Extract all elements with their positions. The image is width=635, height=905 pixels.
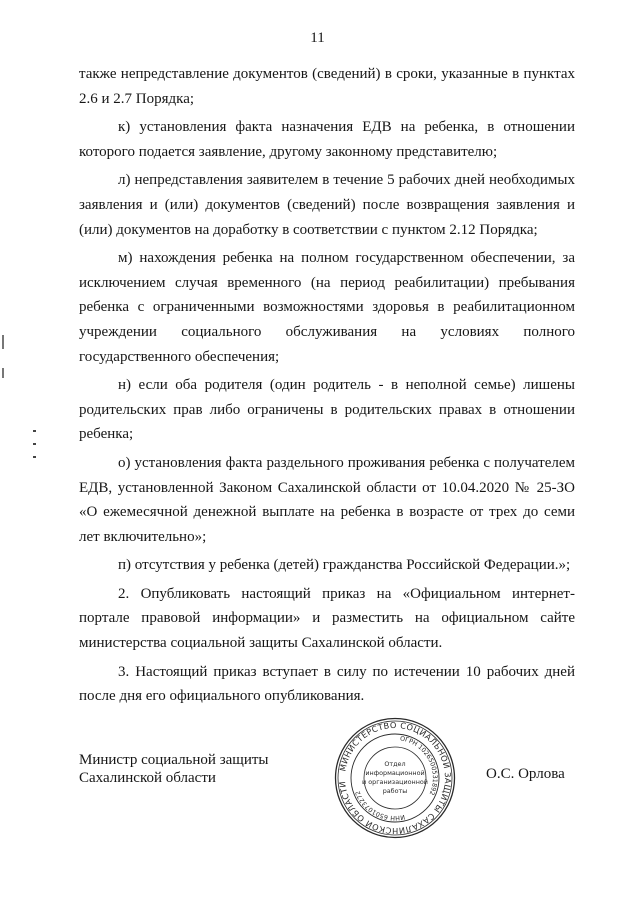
margin-dot	[33, 443, 36, 445]
margin-marks	[33, 430, 36, 469]
seal-ogrn: ОГРН 1026500531892	[399, 735, 439, 797]
seal-inn: ИНН 6501073272	[354, 789, 406, 822]
scan-edge-mark	[2, 335, 4, 349]
paragraph-k: к) установления факта назначения ЕДВ на ребенка, в отношении которого подается заявление, другому законному представителю;	[79, 119, 575, 160]
signatory-position-line2: Сахалинской области	[79, 770, 216, 786]
margin-dot	[33, 430, 36, 432]
paragraph-continuation: также непредставление документов (сведений) в сроки, указанные в пунктах 2.6 и 2.7 Порядка;	[79, 66, 575, 107]
seal-outer-text: МИНИСТЕРСТВО СОЦИАЛЬНОЙ ЗАЩИТЫ САХАЛИНСКОЙ ОБЛАСТИ	[337, 719, 454, 837]
signature-block	[79, 751, 269, 787]
seal-center-line2: информационной	[365, 769, 425, 777]
seal-center-line4: работы	[382, 787, 408, 795]
paragraph-m: м) нахождения ребенка на полном государственном обеспечении, за исключением случая временного (на период реабилитации) пребывания ребенка с ограниченными возможностями здоровья в реабилитационном учреждении социального обслуживания на условиях полного государственного обеспечения;	[79, 250, 575, 365]
margin-dot	[33, 456, 36, 458]
paragraph-o: о) установления факта раздельного проживания ребенка с получателем ЕДВ, установленной Законом Сахалинской области от 10.04.2020 № 25-ЗО «О ежемесячной денежной выплате на ребенка в возрасте от трех до семи лет включительно»;	[79, 454, 575, 545]
paragraph-p: п) отсутствия у ребенка (детей) гражданства Российской Федерации.»;	[118, 557, 571, 574]
seal-center-line1: Отдел	[384, 760, 406, 768]
signatory-name: О.С. Орлова	[486, 766, 565, 782]
signatory-position-line1: Министр социальной защиты	[79, 752, 269, 768]
document-body	[79, 62, 575, 713]
paragraph-item-2: 2. Опубликовать настоящий приказ на «Официальном интернет-портале правовой информации» и разместить на официальном сайте министерства социальной защиты Сахалинской области.	[79, 585, 575, 652]
paragraph-l: л) непредставления заявителем в течение 5 рабочих дней необходимых заявления и (или) документов (сведений) после возвращения заявления и (или) документов на доработку в соответствии с пунктом 2.12 Порядка;	[79, 172, 575, 238]
paragraph-n: н) если оба родителя (один родитель - в неполной семье) лишены родительских прав либо ограничены в родительских правах в отношении ребенка;	[79, 377, 575, 443]
seal-center-line3: и организационной	[362, 778, 428, 786]
page-number: 11	[310, 30, 325, 46]
scan-edge-mark	[2, 368, 4, 378]
official-seal	[333, 716, 457, 840]
paragraph-item-3: 3. Настоящий приказ вступает в силу по истечении 10 рабочих дней после дня его официального опубликования.	[79, 663, 575, 705]
